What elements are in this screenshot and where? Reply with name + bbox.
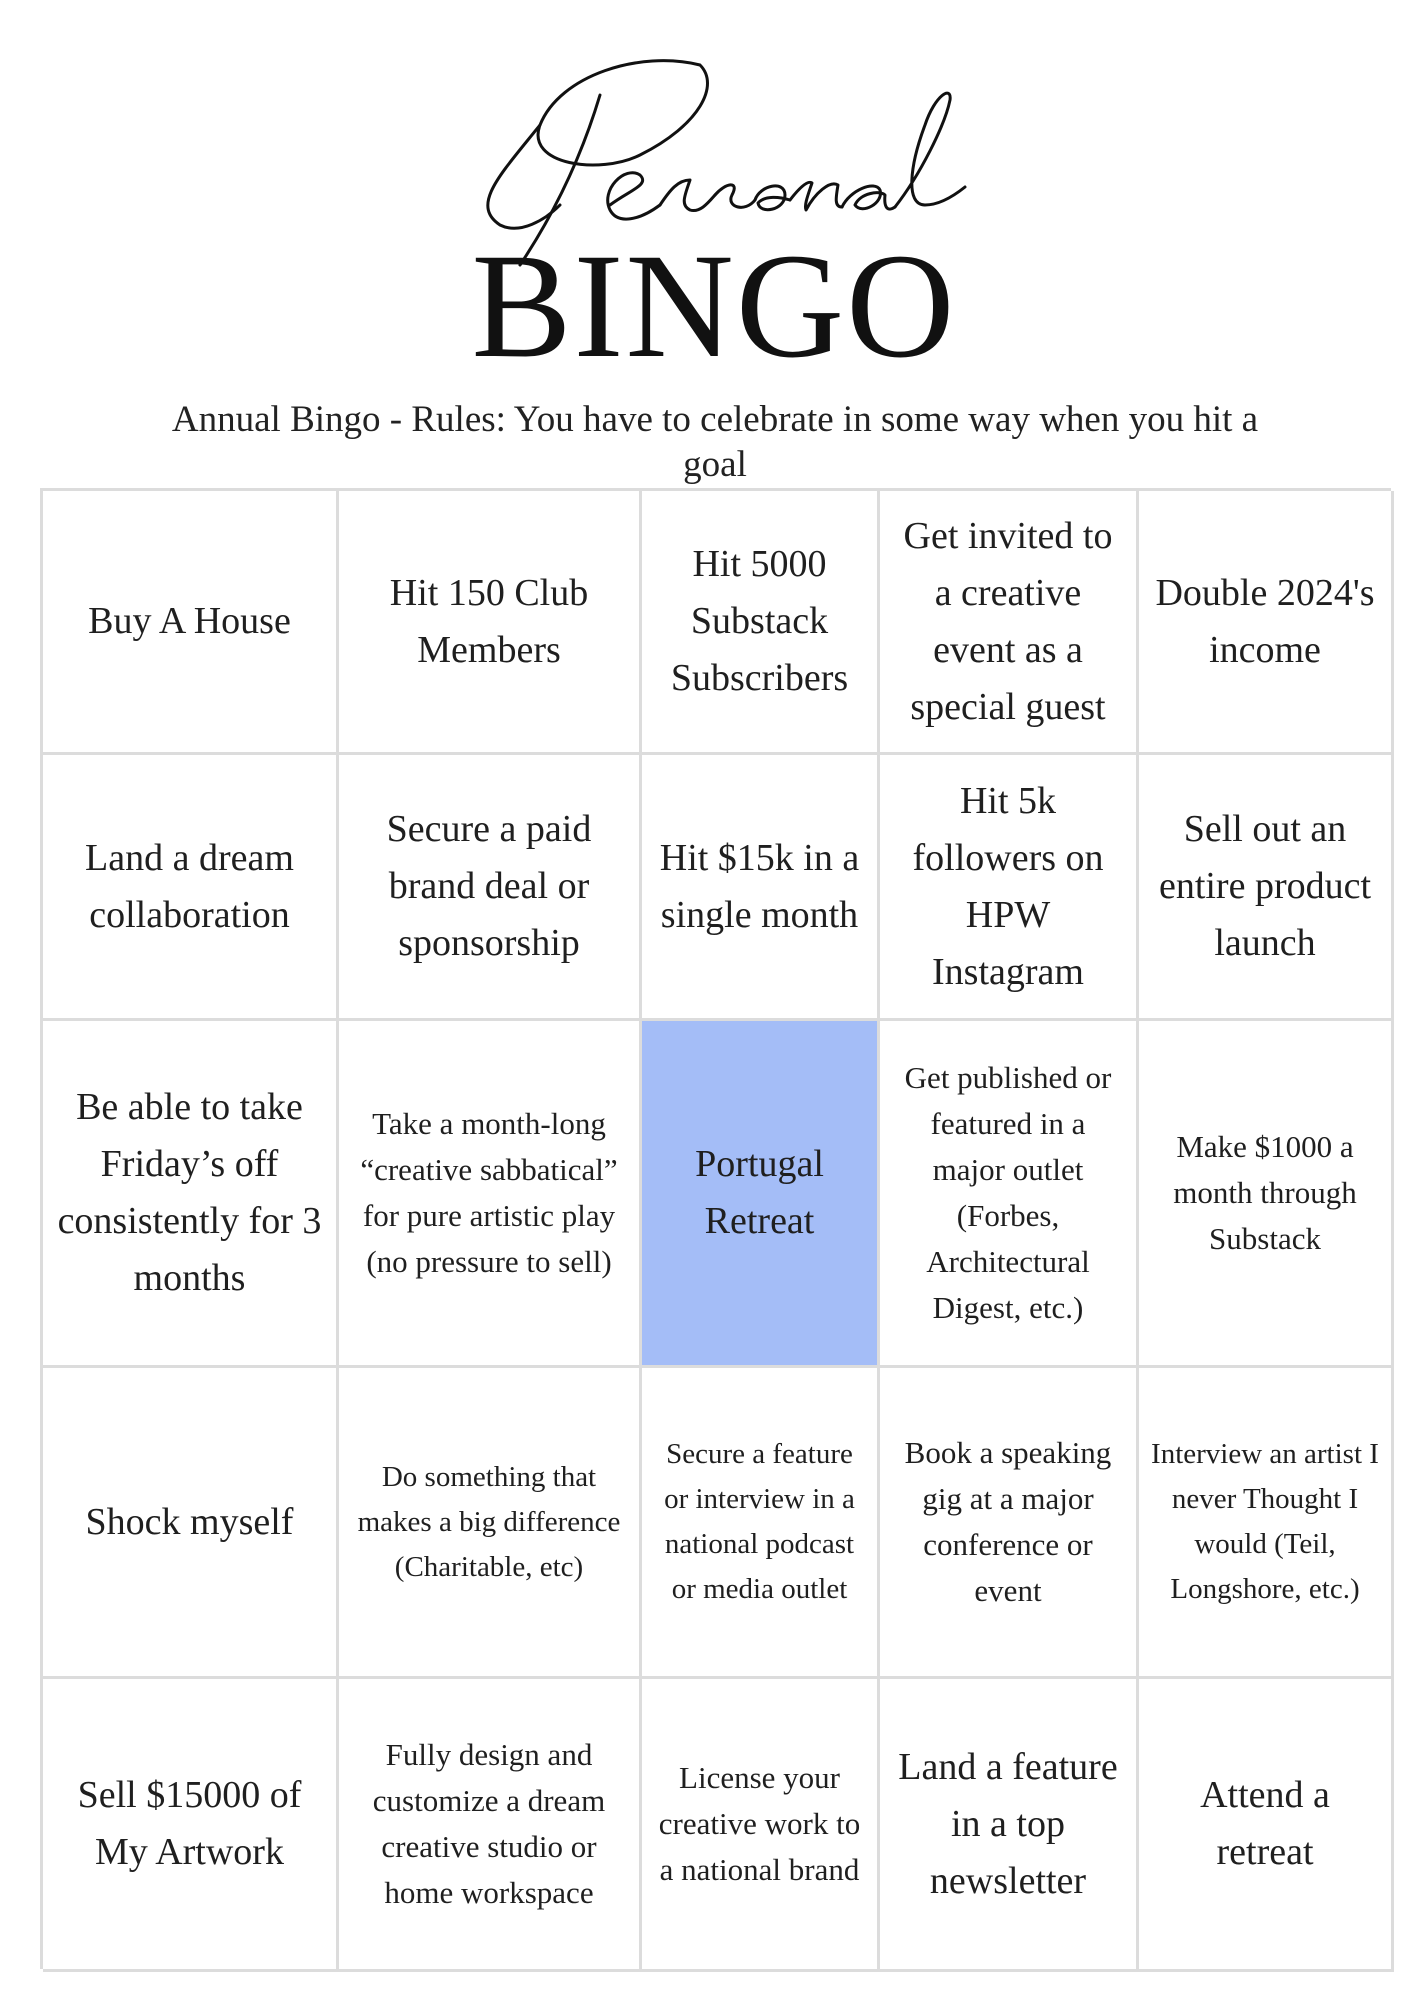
bingo-square: Interview an artist I never Thought I would (Teil, Longshore, etc.) [1139,1368,1394,1679]
bingo-square: Fully design and customize a dream creative studio or home workspace [339,1679,642,1972]
bingo-square: Make $1000 a month through Substack [1139,1021,1394,1368]
bingo-square: Be able to take Friday’s off consistently for 3 months [43,1021,339,1368]
bingo-square: Secure a paid brand deal or sponsorship [339,755,642,1021]
bingo-square: Book a speaking gig at a major conference or event [880,1368,1139,1679]
bingo-square-highlighted: Portugal Retreat [642,1021,880,1368]
bingo-square: Hit 5k followers on HPW Instagram [880,755,1139,1021]
bingo-square: Hit 5000 Substack Subscribers [642,491,880,755]
bingo-square: Take a month-long “creative sabbatical” for pure artistic play (no pressure to sell) [339,1021,642,1368]
bingo-square: Buy A House [43,491,339,755]
bingo-square: Get published or featured in a major outlet (Forbes, Architectural Digest, etc.) [880,1021,1139,1368]
bingo-square: Get invited to a creative event as a special guest [880,491,1139,755]
rules-subtitle: Annual Bingo - Rules: You have to celebrate in some way when you hit a goal [171,399,1259,485]
bingo-square: Double 2024's income [1139,491,1394,755]
bingo-square: Do something that makes a big difference (Charitable, etc) [339,1368,642,1679]
bingo-square: Sell out an entire product launch [1139,755,1394,1021]
bingo-square: Hit $15k in a single month [642,755,880,1021]
bingo-grid [40,488,1391,1969]
bingo-title: BINGO [471,223,957,389]
bingo-square: Land a dream collaboration [43,755,339,1021]
bingo-square: Hit 150 Club Members [339,491,642,755]
bingo-square: Sell $15000 of My Artwork [43,1679,339,1972]
bingo-square: Attend a retreat [1139,1679,1394,1972]
bingo-square: License your creative work to a national brand [642,1679,880,1972]
bingo-square: Secure a feature or interview in a national podcast or media outlet [642,1368,880,1679]
bingo-square: Land a feature in a top newsletter [880,1679,1139,1972]
bingo-square: Shock myself [43,1368,339,1679]
